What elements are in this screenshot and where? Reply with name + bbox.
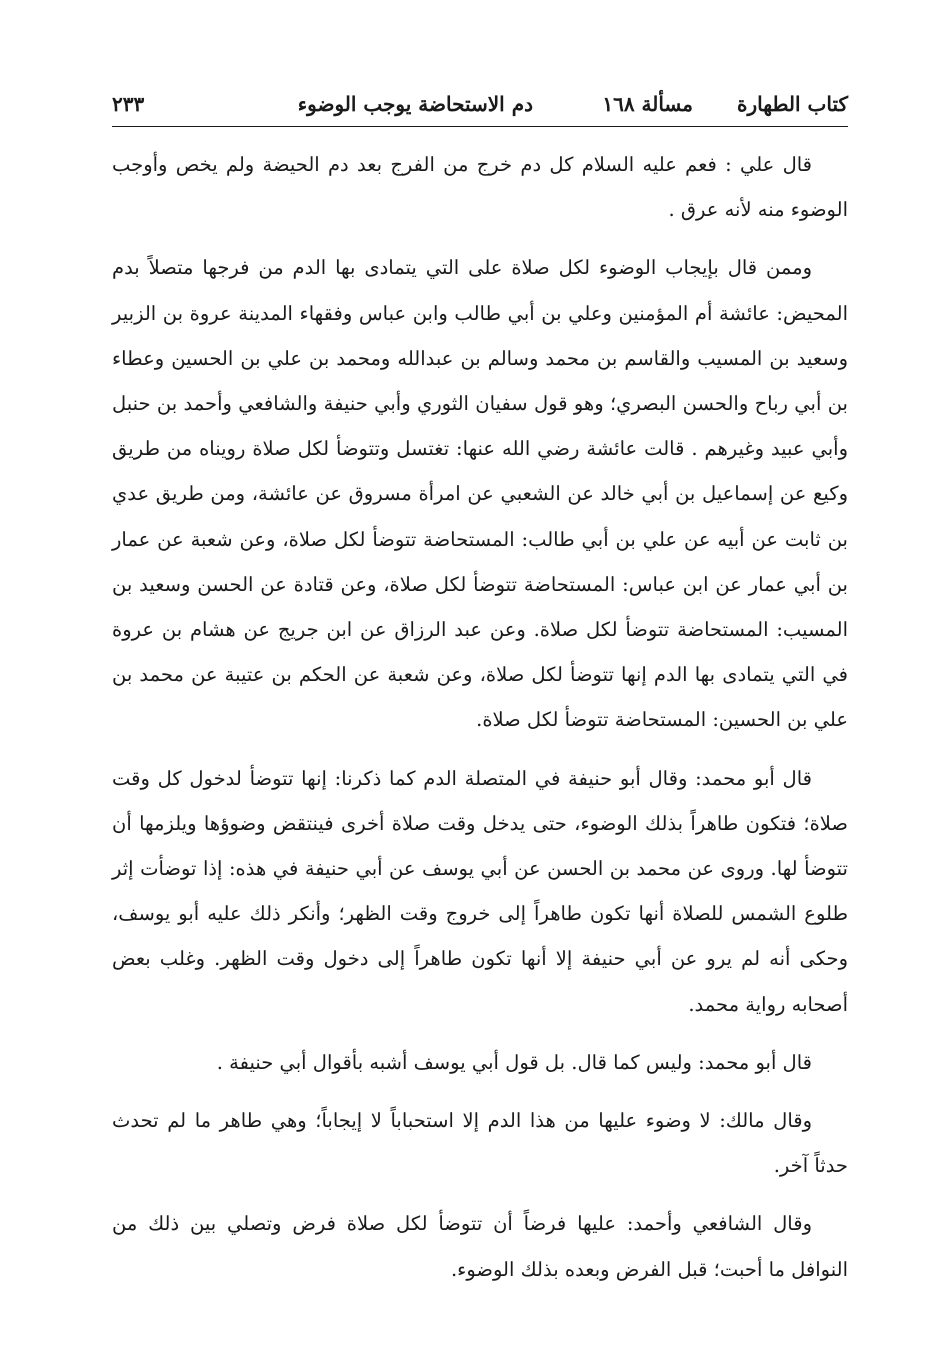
running-header [112,84,848,124]
paragraph: قال علي : فعم عليه السلام كل دم خرج من الفرج بعد دم الحيضة ولم يخص وأوجب الوضوء منه لأنه عرق . [112,153,848,222]
body-text [112,142,848,1292]
paragraph: قال أبو محمد: وليس كما قال. بل قول أبي يوسف أشبه بأقوال أبي حنيفة . [216,1050,812,1074]
header-chapter-title: دم الاستحاضة يوجب الوضوء [297,92,533,116]
header-divider [112,126,848,127]
paragraph: قال أبو محمد: وقال أبو حنيفة في المتصلة الدم كما ذكرنا: إنها تتوضأ لدخول كل وقت صلاة؛ فتكون طاهراً بذلك الوضوء، حتى يدخل وقت صلاة أخرى فينتقض وضوؤها ويلزمها أن تتوضأ لها. وروى عن محمد بن الحسن عن أبي يوسف عن أبي حنيفة في هذه: إذا توضأت إثر طلوع الشمس للصلاة أنها تكون طاهراً إلى خروج وقت الظهر؛ وأنكر ذلك عليه أبو يوسف، وحكى أنه لم يرو عن أبي حنيفة إلا أنها تكون طاهراً إلى دخول وقت الظهر. وغلب بعض أصحابه رواية محمد. [112,766,848,1016]
paragraph: وقال مالك: لا وضوء عليها من هذا الدم إلا استحباباً لا إيجاباً؛ وهي طاهر ما لم تحدث حدثاً آخر. [112,1109,848,1178]
header-page-number: ٢٣٣ [112,92,145,116]
header-book-title: كتاب الطهارة [737,92,848,116]
paragraph: وممن قال بإيجاب الوضوء لكل صلاة على التي يتمادى بها الدم من فرجها متصلاً بدم المحيض: عائشة أم المؤمنين وعلي بن أبي طالب وابن عباس وفقهاء المدينة عروة بن الزبير وسعيد بن المسيب والقاسم بن محمد وسالم بن عبدالله ومحمد بن علي بن الحسين وعطاء بن أبي رباح والحسن البصري؛ وهو قول سفيان الثوري وأبي حنيفة والشافعي وأحمد بن حنبل وأبي عبيد وغيرهم . قالت عائشة رضي الله عنها: تغتسل وتتوضأ لكل صلاة رويناه من طريق وكيع عن إسماعيل بن أبي خالد عن الشعبي عن امرأة مسروق عن عائشة، ومن طريق عدي بن ثابت عن أبيه عن علي بن أبي طالب: المستحاضة تتوضأ لكل صلاة، وعن شعبة عن عمار بن أبي عمار عن ابن عباس: المستحاضة تتوضأ لكل صلاة، وعن قتادة عن الحسن وسعيد بن المسيب: المستحاضة تتوضأ لكل صلاة. وعن عبد الرزاق عن ابن جريج عن هشام بن عروة في التي يتمادى بها الدم إنها تتوضأ لكل صلاة، وعن شعبة عن الحكم بن عتيبة عن محمد بن علي بن الحسين: المستحاضة تتوضأ لكل صلاة. [112,256,848,732]
paragraph: وقال الشافعي وأحمد: عليها فرضاً أن تتوضأ لكل صلاة فرض وتصلي بين ذلك من النوافل ما أحبت؛ قبل الفرض وبعده بذلك الوضوء. [112,1212,848,1281]
header-issue-number: مسألة ١٦٨ [602,92,693,116]
